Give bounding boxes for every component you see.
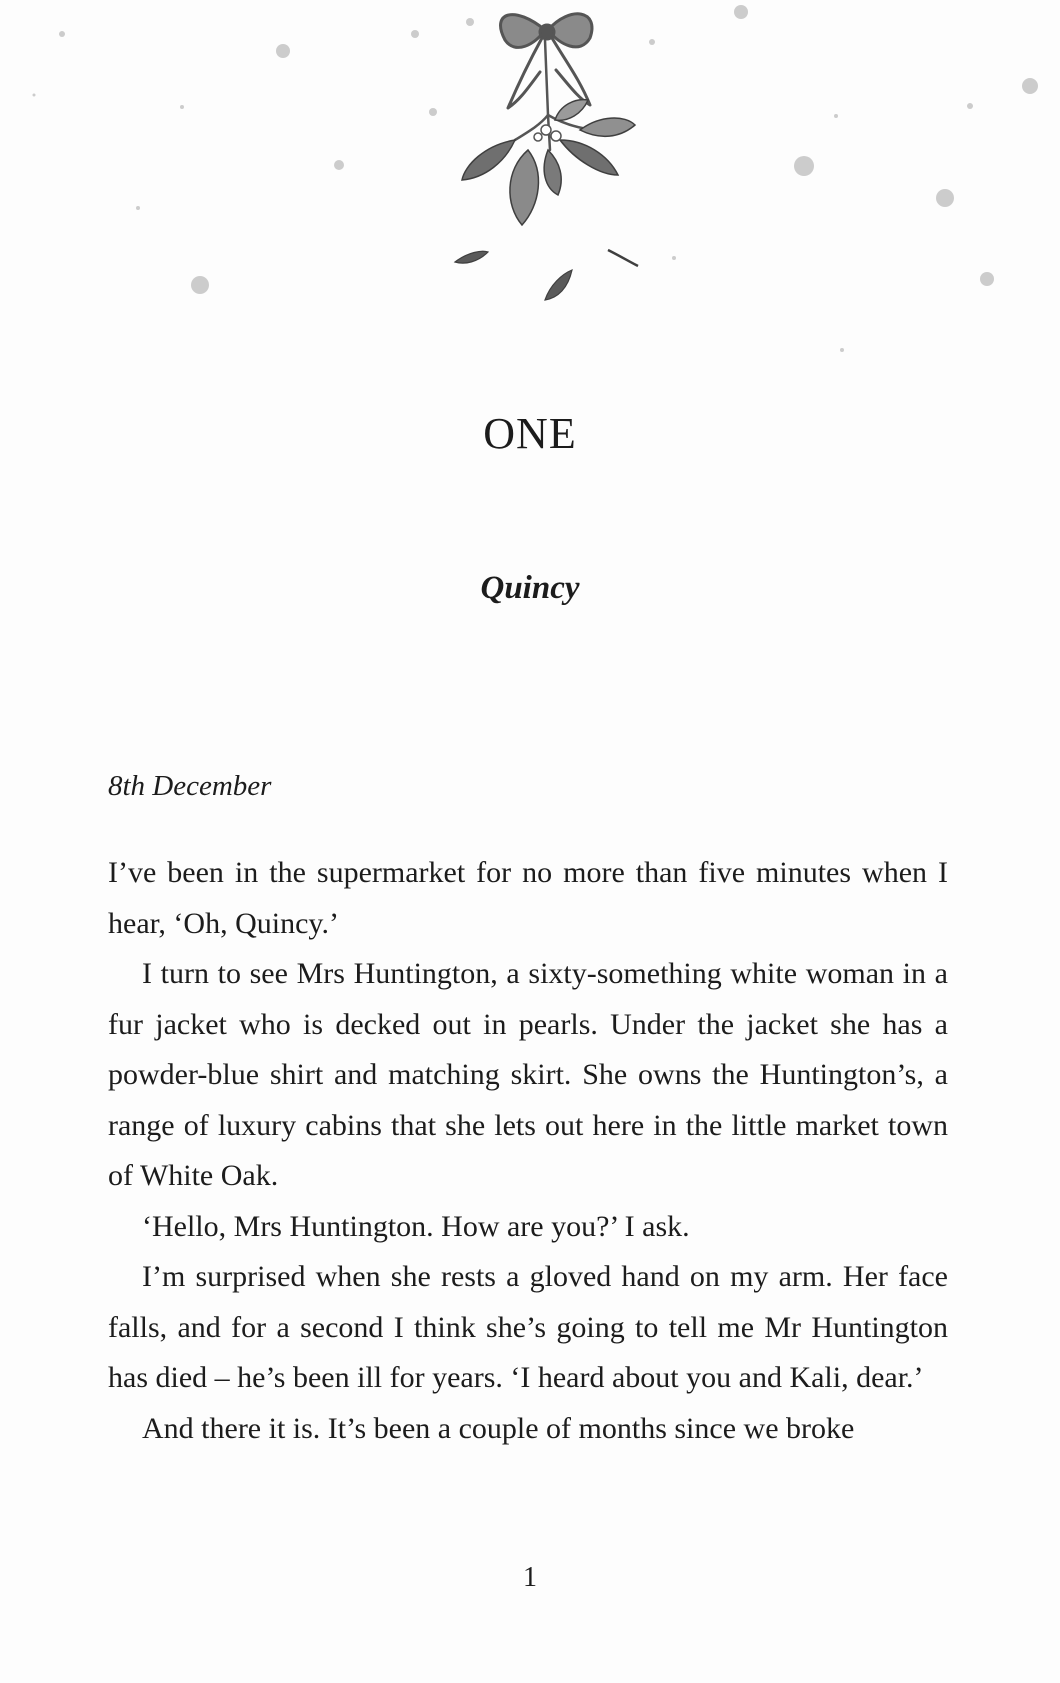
paragraph: And there it is. It’s been a couple of months since we broke xyxy=(142,1411,855,1445)
falling-leaves xyxy=(455,250,638,300)
paragraph: I turn to see Mrs Huntington, a sixty-something white woman in a fur jacket who is decked out in pearls. Under the jacket she has a powder-blue shirt and matching skirt. She owns the Huntington’s, a range of luxury cabins that she lets out here in the little market town of White Oak. xyxy=(108,957,948,1192)
chapter-pov-name: Quincy xyxy=(480,570,580,606)
paragraph: I’m surprised when she rests a gloved hand on my arm. Her face falls, and for a second I think she’s going to tell me Mr Huntington has died – he’s been ill for years. ‘I heard about you and Kali, dear.’ xyxy=(108,1260,948,1394)
paragraph: I’ve been in the supermarket for no more than five minutes when I hear, ‘Oh, Quincy.’ xyxy=(108,856,948,940)
body-text xyxy=(108,848,948,1454)
mistletoe-berries xyxy=(534,125,561,141)
date-line: 8th December xyxy=(108,770,272,802)
mistletoe-with-bow-icon xyxy=(0,0,1060,360)
chapter-number: ONE xyxy=(483,409,577,458)
paragraph: ‘Hello, Mrs Huntington. How are you?’ I ask. xyxy=(142,1209,690,1243)
page-number: 1 xyxy=(523,1562,537,1593)
